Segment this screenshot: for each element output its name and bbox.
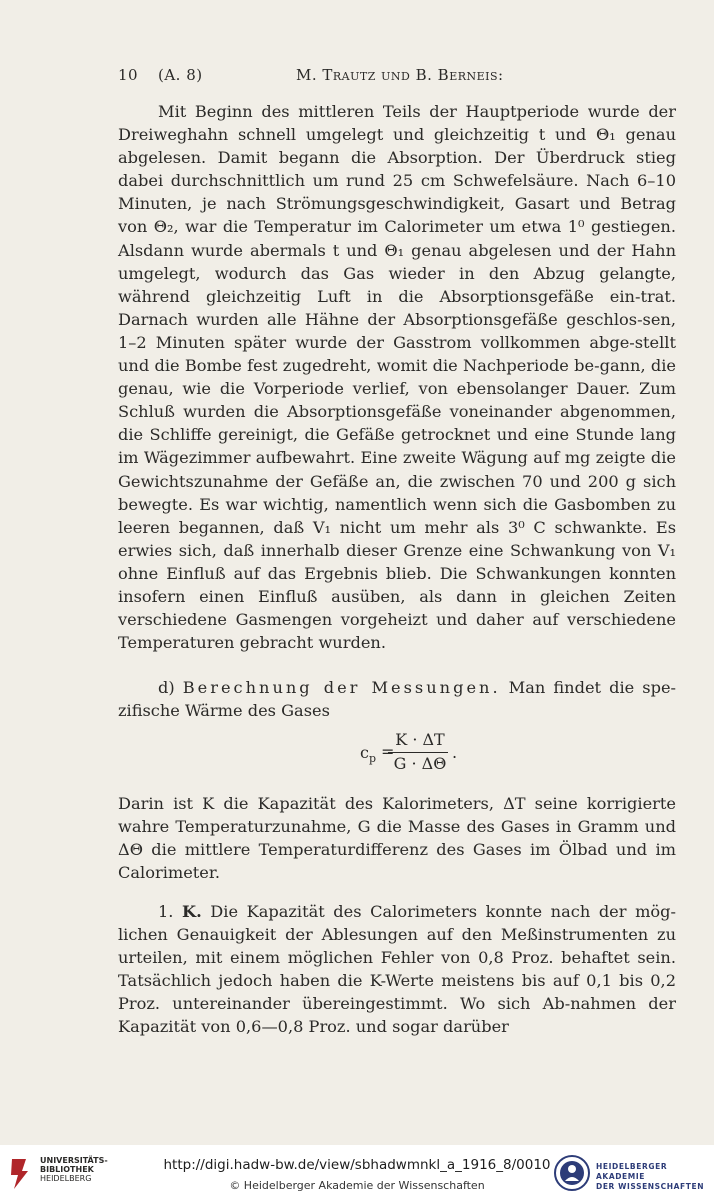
item-label: 1. (158, 902, 183, 921)
formula-end: . (452, 743, 458, 762)
paragraph-definitions (118, 792, 676, 884)
specific-heat-formula (360, 730, 480, 776)
paragraph-body (118, 900, 676, 1039)
academy-name: HEIDELBERGER AKADEMIE DER WISSENSCHAFTEN (596, 1162, 705, 1191)
section-reference: (A. 8) (158, 66, 203, 84)
page-number: 10 (118, 66, 139, 84)
paragraph-text: Mit Beginn des mittleren Teils der Hauptperiode wurde der Dreiweghahn schnell umgelegt und gleichzeitig t und Θ₁ genau abgelesen. Damit begann die Absorption. Der Überdruck stieg dabei durchschnittlich um rund 25 cm Schwefelsäure. Nach 6–10 Minuten, je nach Strömungsgeschwindigkeit, Gasart und Betrag von Θ₂, war die Temperatur im Calorimeter um etwa 1⁰ gestiegen. Alsdann wurde abermals t und Θ₁ genau abgelesen und der Hahn umgelegt, wodurch das Gas wieder in den Abzug gelangte, während gleichzeitig Luft in die Absorptionsgefäße ein-trat. Darnach wurden alle Hähne der Absorptionsgefäße geschlos-sen, 1–2 Minuten später wurde der Gasstrom vollkommen abge-stellt und die Bombe fest zugedreht, womit die Nachperiode be-gann, die genau, wie die Vorperiode verlief, von ebensolanger Dauer. Zum Schluß wurden die Absorptionsgefäße voneinander abgenommen, die Schliffe gereinigt, die Gefäße getrocknet und eine Stunde lang im Wägezimmer aufbewahrt. Eine zweite Wägung auf mg zeigte die Gewichtszunahme der Gefäße an, die zwischen 70 und 200 g sich bewegte. Es war wichtig, namentlich wenn sich die Gasbomben zu leeren begannen, daß V₁ nicht um mehr als 3⁰ C schwankte. Es erwies sich, daß innerhalb dieser Grenze eine Schwankung von V₁ ohne Einfluß auf das Ergebnis blieb. Die Schwankungen konnten insofern einen Einfluß ausüben, als dann in gleichen Zeiten verschiedene Gasmengen vorgeheizt und daher auf verschiedene Temperaturen gebracht wurden. (118, 102, 676, 653)
paragraph-text: Darin ist K die Kapazität des Kalorimeters, ΔT seine korrigierte wahre Temperaturzunahme, G die Masse des Gases in Gramm und ΔΘ die mittlere Temperaturdifferenz des Gases im Ölbad und im Calorimeter. (118, 794, 676, 883)
source-url-link[interactable]: http://digi.hadw-bw.de/view/sbhadwmnkl_a_1916_8/0010 (163, 1157, 551, 1173)
formula-numerator: K · ΔT (395, 730, 445, 749)
header-authors: M. Trautz und B. Berneis: (296, 66, 504, 84)
copyright-notice: © Heidelberger Akademie der Wissenschaften (229, 1179, 485, 1192)
paragraph-kapazitaet (118, 900, 676, 1039)
section-label: d) (158, 678, 183, 697)
academy-seal-icon (553, 1154, 591, 1192)
formula-denominator: G · ΔΘ (393, 754, 447, 773)
paragraph-body (118, 676, 676, 722)
university-library-name: UNIVERSITÄTS- BIBLIOTHEK HEIDELBERG (40, 1156, 108, 1183)
fraction-bar (388, 752, 448, 753)
formula-lhs: $c_p$ (360, 743, 377, 766)
paragraph-absorption (118, 100, 676, 654)
item-heading: K. (182, 902, 202, 921)
paragraph-text: Man findet die spe-zifische Wärme des Gases (118, 678, 677, 721)
section-heading: Berechnung der Messungen. (182, 678, 501, 697)
digitization-footer (0, 1145, 714, 1202)
running-header (118, 66, 678, 90)
formula-equals: = (381, 742, 395, 761)
paragraph-text: Die Kapazität des Calorimeters konnte nach der mög-lichen Genauigkeit der Ablesungen auf den Meßinstrumenten zu urteilen, mit einem möglichen Fehler von 0,8 Proz. behaftet sein. Tatsächlich jedoch haben die K-Werte meistens bis auf 0,1 bis 0,2 Proz. untereinander übereingestimmt. Wo sich Ab-nahmen der Kapazität von 0,6—0,8 Proz. und sogar darüber (118, 902, 676, 1037)
paragraph-berechnung (118, 676, 676, 722)
